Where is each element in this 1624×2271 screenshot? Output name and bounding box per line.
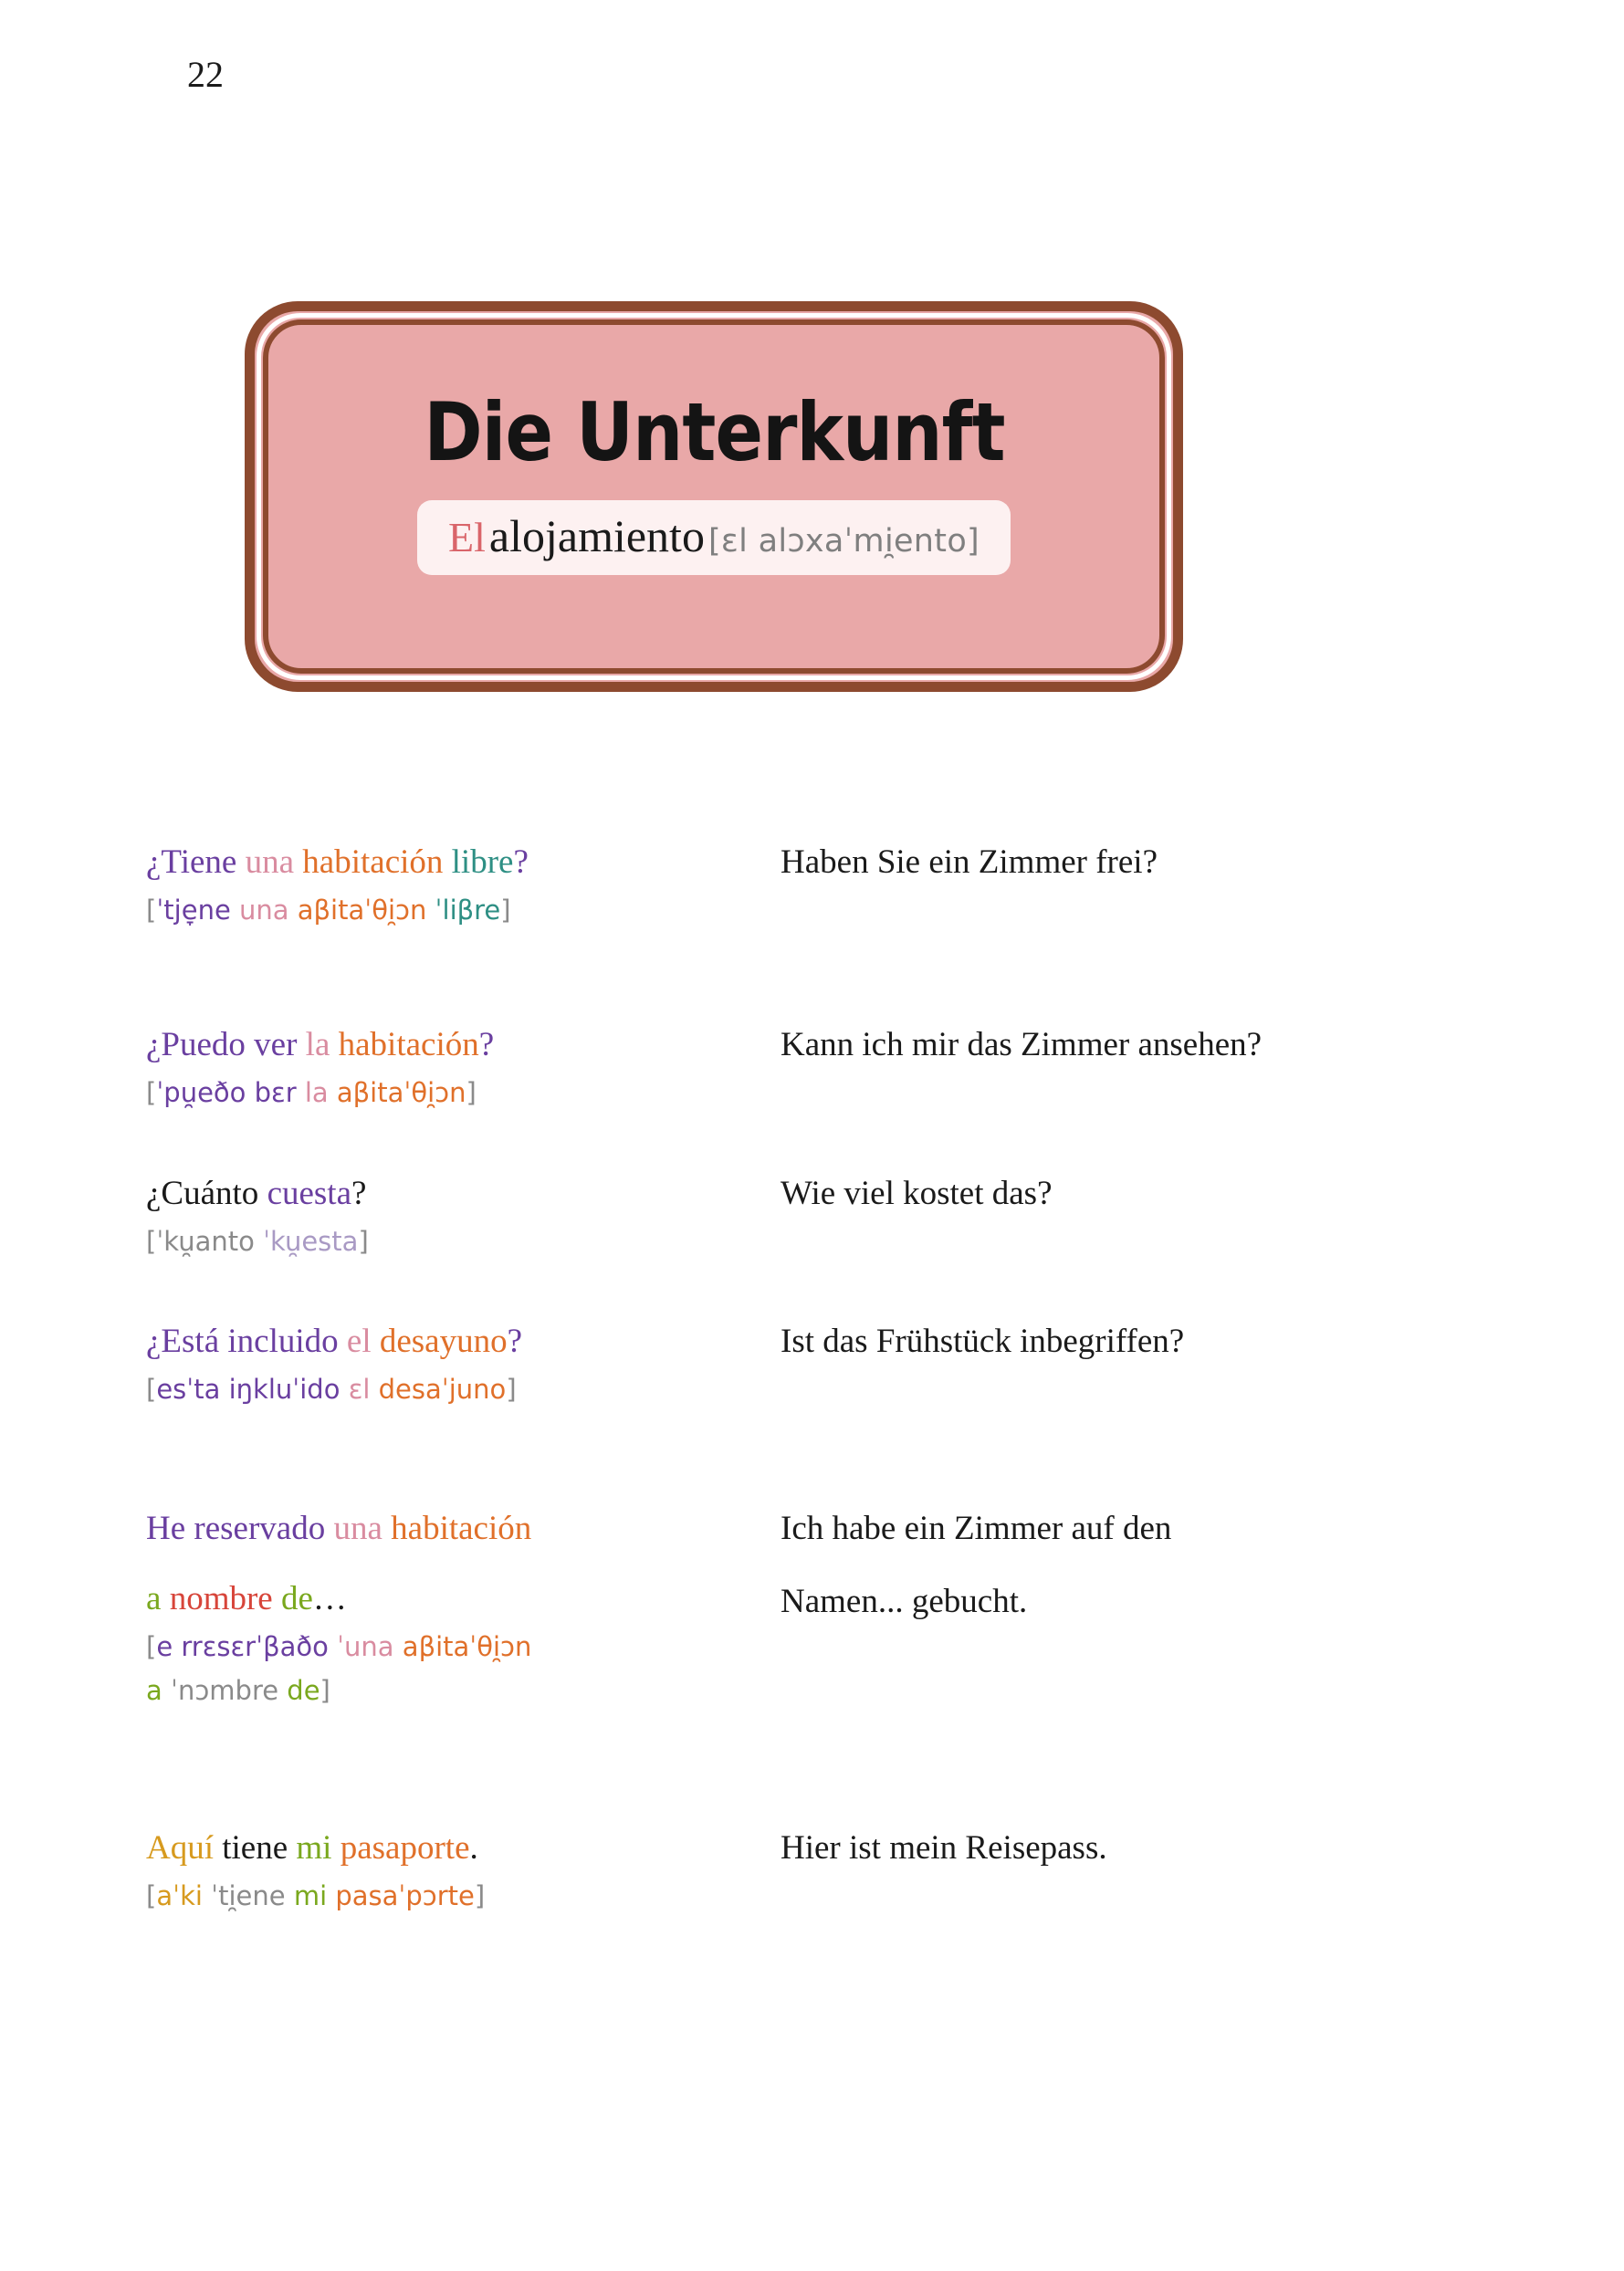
chapter-noun: alojamiento [488, 510, 705, 561]
german-line: Kann ich mir das Zimmer ansehen? [781, 1026, 1263, 1063]
phrase-segment: aβitaˈθi̯ɔn [297, 895, 435, 926]
spanish-line [146, 1167, 730, 1220]
phrase-spanish [146, 1821, 730, 1919]
phrase-segment: He reservado [146, 1510, 334, 1547]
phrase-segment: [ [146, 1077, 157, 1109]
german-line: Haben Sie ein Zimmer frei? [781, 843, 1158, 881]
ipa-line-2 [146, 1669, 730, 1713]
phrase-segment: una [333, 1510, 392, 1547]
phrase-segment: ? [478, 1026, 495, 1063]
phrase-segment: aβitaˈθi̯ɔn [402, 1631, 532, 1663]
phrase-segment: pasaporte [340, 1829, 470, 1867]
phrase-segment: ] [506, 1374, 517, 1406]
phrase-segment: una [245, 843, 303, 881]
german-line: Wie viel kostet das? [781, 1175, 1053, 1212]
phrase-segment: mi [296, 1829, 341, 1867]
phrase-segment: [ [146, 895, 157, 926]
phrase-german [781, 1821, 1511, 1876]
phrase-segment: ˈti̯ene [211, 1880, 294, 1912]
phrase-segment: cuesta [267, 1175, 352, 1212]
german-line-2: Namen... gebucht. [781, 1582, 1028, 1620]
line-spacer [781, 1556, 1511, 1575]
phrase-segment: ¿Está incluido [146, 1323, 347, 1360]
phrase-segment: ˈpu̯eðo bɛr [156, 1077, 305, 1109]
phrase-segment: nombre [169, 1580, 281, 1618]
phrase-german [781, 1167, 1511, 1221]
chapter-ipa: [ɛl alɔxaˈmi̯ento] [707, 523, 980, 560]
phrase-segment: de [287, 1675, 320, 1707]
phrase-segment: ¿Cuánto [146, 1175, 267, 1212]
phrase-german [781, 1502, 1511, 1629]
spanish-line [146, 1502, 730, 1555]
phrase-segment: ˈku̯esta [263, 1226, 359, 1258]
ipa-line [146, 1875, 730, 1919]
phrase-segment: ˈnɔmbre [171, 1675, 288, 1707]
phrase-segment: mi [293, 1880, 336, 1912]
phrase-segment: ˈku̯anto [156, 1226, 264, 1258]
phrase-segment: ] [500, 895, 511, 926]
phrase-segment: la [304, 1077, 337, 1109]
phrase-segment: la [305, 1026, 339, 1063]
spanish-line-2 [146, 1572, 730, 1626]
german-line: Ich habe ein Zimmer auf den [781, 1510, 1172, 1547]
phrase-segment: ˈuna [337, 1631, 403, 1663]
spanish-line [146, 1018, 730, 1072]
phrase-segment: [ [146, 1880, 157, 1912]
phrase-segment: aˈki [156, 1880, 212, 1912]
ipa-line [146, 889, 730, 933]
phrase-segment: ? [507, 1323, 523, 1360]
phrase-german [781, 1314, 1511, 1369]
chapter-title-de: Die Unterkunft [423, 385, 1005, 479]
chapter-title-es-badge [417, 500, 1011, 575]
phrase-segment: libre [451, 843, 514, 881]
phrase-segment: … [312, 1580, 347, 1618]
phrase-segment: tiene [222, 1829, 297, 1867]
chapter-article: El [448, 514, 486, 560]
plaque-inner-frame [263, 319, 1165, 674]
phrase-segment: de [280, 1580, 313, 1618]
phrase-segment: Aquí [146, 1829, 223, 1867]
phrase-segment: e rrɛsɛrˈβaðo [156, 1631, 338, 1663]
phrase-segment: ˈtje̞ne [156, 895, 240, 926]
phrase-segment: aβitaˈθi̯ɔn [336, 1077, 466, 1109]
phrase-segment: ] [474, 1880, 486, 1912]
ipa-line [146, 1368, 730, 1412]
spanish-line [146, 1314, 730, 1368]
chapter-title-plaque [245, 301, 1183, 692]
phrase-segment: [ [146, 1631, 157, 1663]
phrase-segment: ɛl [348, 1374, 379, 1406]
phrase-segment: habitación [338, 1026, 479, 1063]
phrase-segment: ¿Puedo ver [146, 1026, 306, 1063]
phrase-spanish [146, 1167, 730, 1264]
phrase-segment: ] [466, 1077, 477, 1109]
phrase-segment: ? [351, 1175, 367, 1212]
phrase-german [781, 1018, 1511, 1073]
phrase-segment: pasaˈpɔrte [335, 1880, 475, 1912]
phrase-segment: desayuno [379, 1323, 508, 1360]
phrase-spanish [146, 1018, 730, 1115]
phrase-segment: [ [146, 1226, 157, 1258]
phrase-segment: ] [320, 1675, 330, 1707]
ipa-line [146, 1626, 730, 1669]
ipa-line [146, 1220, 730, 1264]
phrase-segment: ¿Tiene [146, 843, 246, 881]
phrase-spanish [146, 1314, 730, 1412]
ipa-line [146, 1072, 730, 1115]
phrase-segment: . [469, 1829, 478, 1867]
spanish-line [146, 835, 730, 889]
page-number: 22 [187, 54, 224, 95]
phrase-segment: ˈliβre [435, 895, 501, 926]
phrase-segment: ] [358, 1226, 369, 1258]
phrase-german [781, 835, 1511, 890]
phrase-segment: habitación [302, 843, 452, 881]
phrase-segment: ? [513, 843, 529, 881]
phrase-segment: esˈta iŋkluˈido [156, 1374, 349, 1406]
phrase-spanish [146, 1502, 730, 1713]
line-spacer [146, 1555, 730, 1572]
phrase-segment: habitación [391, 1510, 532, 1547]
spanish-line [146, 1821, 730, 1875]
phrase-segment: una [239, 895, 298, 926]
phrase-segment: a [146, 1580, 170, 1618]
german-line: Hier ist mein Reisepass. [781, 1829, 1107, 1867]
phrase-segment: el [346, 1323, 380, 1360]
phrase-spanish [146, 835, 730, 933]
phrase-segment: a [146, 1675, 171, 1707]
phrase-segment: [ [146, 1374, 157, 1406]
german-line: Ist das Frühstück inbegriffen? [781, 1323, 1185, 1360]
phrase-segment: desaˈjuno [378, 1374, 507, 1406]
